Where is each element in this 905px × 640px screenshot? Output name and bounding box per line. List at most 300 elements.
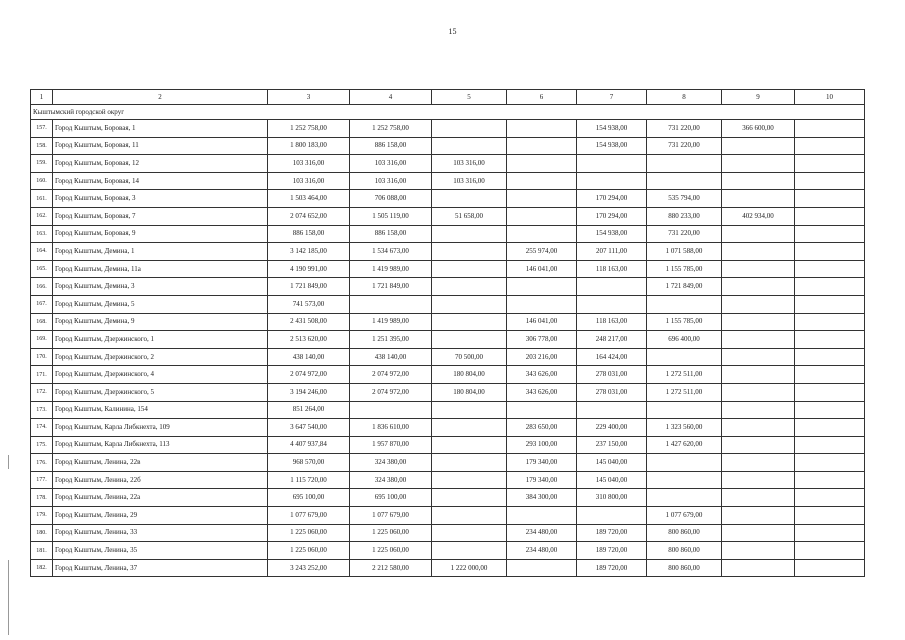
row-number-cell: 176. xyxy=(31,454,53,472)
amount-cell xyxy=(795,471,865,489)
row-number-cell: 180. xyxy=(31,524,53,542)
amount-cell: 103 316,00 xyxy=(432,155,507,173)
amount-cell: 3 194 246,00 xyxy=(268,383,350,401)
address-cell: Город Кыштым, Ленина, 22а xyxy=(53,489,268,507)
column-header: 8 xyxy=(647,90,722,105)
amount-cell xyxy=(577,278,647,296)
amount-cell: 203 216,00 xyxy=(507,348,577,366)
amount-cell: 1 251 395,00 xyxy=(350,331,432,349)
amount-cell: 51 658,00 xyxy=(432,207,507,225)
amount-cell xyxy=(795,489,865,507)
amount-cell: 1 721 849,00 xyxy=(647,278,722,296)
amount-cell xyxy=(577,295,647,313)
amount-cell: 164 424,00 xyxy=(577,348,647,366)
amount-cell: 695 100,00 xyxy=(268,489,350,507)
amount-cell xyxy=(795,454,865,472)
amount-cell: 170 294,00 xyxy=(577,207,647,225)
address-cell: Город Кыштым, Боровая, 11 xyxy=(53,137,268,155)
row-number-cell: 164. xyxy=(31,243,53,261)
address-cell: Город Кыштым, Карла Либкнехта, 109 xyxy=(53,419,268,437)
amount-cell: 179 340,00 xyxy=(507,471,577,489)
amount-cell: 234 480,00 xyxy=(507,524,577,542)
amount-cell: 2 074 972,00 xyxy=(350,366,432,384)
amount-cell: 731 220,00 xyxy=(647,137,722,155)
amount-cell: 3 243 252,00 xyxy=(268,559,350,577)
amount-cell xyxy=(795,155,865,173)
row-number-cell: 165. xyxy=(31,260,53,278)
amount-cell xyxy=(722,436,795,454)
amount-cell: 154 938,00 xyxy=(577,225,647,243)
amount-cell: 402 934,00 xyxy=(722,207,795,225)
amount-cell xyxy=(507,278,577,296)
amount-cell xyxy=(795,331,865,349)
amount-cell: 1 534 673,00 xyxy=(350,243,432,261)
amount-cell: 1 155 785,00 xyxy=(647,260,722,278)
table-row xyxy=(31,190,865,208)
amount-cell xyxy=(647,172,722,190)
amount-cell xyxy=(432,295,507,313)
amount-cell xyxy=(722,295,795,313)
amount-cell: 189 720,00 xyxy=(577,559,647,577)
address-cell: Город Кыштым, Демина, 1 xyxy=(53,243,268,261)
amount-cell: 1 115 720,00 xyxy=(268,471,350,489)
table-row xyxy=(31,454,865,472)
amount-cell xyxy=(507,225,577,243)
address-cell: Город Кыштым, Боровая, 3 xyxy=(53,190,268,208)
address-cell: Город Кыштым, Ленина, 35 xyxy=(53,542,268,560)
amount-cell: 103 316,00 xyxy=(268,172,350,190)
address-cell: Город Кыштым, Боровая, 14 xyxy=(53,172,268,190)
row-number-cell: 166. xyxy=(31,278,53,296)
amount-cell: 1 721 849,00 xyxy=(268,278,350,296)
amount-cell xyxy=(795,383,865,401)
row-number-cell: 181. xyxy=(31,542,53,560)
amount-cell xyxy=(432,313,507,331)
amount-cell: 229 400,00 xyxy=(577,419,647,437)
amount-cell: 1 836 610,00 xyxy=(350,419,432,437)
amount-cell: 154 938,00 xyxy=(577,137,647,155)
amount-cell xyxy=(647,348,722,366)
amount-cell: 800 860,00 xyxy=(647,559,722,577)
amount-cell xyxy=(722,507,795,525)
amount-cell: 1 225 060,00 xyxy=(350,542,432,560)
amount-cell xyxy=(432,489,507,507)
amount-cell xyxy=(795,366,865,384)
amount-cell: 851 264,00 xyxy=(268,401,350,419)
amount-cell: 1 155 785,00 xyxy=(647,313,722,331)
amount-cell: 1 222 000,00 xyxy=(432,559,507,577)
amount-cell: 1 323 560,00 xyxy=(647,419,722,437)
amount-cell xyxy=(722,225,795,243)
amount-cell xyxy=(795,190,865,208)
data-table xyxy=(30,89,865,577)
amount-cell: 103 316,00 xyxy=(268,155,350,173)
page-number: 15 xyxy=(448,27,457,36)
amount-cell xyxy=(795,419,865,437)
scan-edge-mark xyxy=(8,455,9,469)
row-number-cell: 167. xyxy=(31,295,53,313)
amount-cell: 343 626,00 xyxy=(507,383,577,401)
amount-cell xyxy=(507,295,577,313)
row-number-cell: 157. xyxy=(31,120,53,138)
amount-cell xyxy=(722,243,795,261)
amount-cell: 886 158,00 xyxy=(350,225,432,243)
amount-cell xyxy=(795,225,865,243)
table-row xyxy=(31,331,865,349)
amount-cell: 1 800 183,00 xyxy=(268,137,350,155)
amount-cell xyxy=(577,155,647,173)
amount-cell xyxy=(432,524,507,542)
address-cell: Город Кыштым, Дзержинского, 2 xyxy=(53,348,268,366)
amount-cell xyxy=(722,348,795,366)
amount-cell xyxy=(432,190,507,208)
amount-cell xyxy=(722,524,795,542)
amount-cell xyxy=(577,172,647,190)
amount-cell xyxy=(507,401,577,419)
amount-cell: 283 650,00 xyxy=(507,419,577,437)
table-row xyxy=(31,155,865,173)
amount-cell: 1 252 758,00 xyxy=(268,120,350,138)
amount-cell: 1 505 119,00 xyxy=(350,207,432,225)
amount-cell xyxy=(722,401,795,419)
amount-cell xyxy=(432,260,507,278)
amount-cell xyxy=(795,348,865,366)
amount-cell: 2 212 580,00 xyxy=(350,559,432,577)
address-cell: Город Кыштым, Боровая, 12 xyxy=(53,155,268,173)
amount-cell xyxy=(722,190,795,208)
amount-cell: 1 071 588,00 xyxy=(647,243,722,261)
amount-cell: 4 407 937,84 xyxy=(268,436,350,454)
table-row xyxy=(31,401,865,419)
amount-cell: 384 300,00 xyxy=(507,489,577,507)
table-row xyxy=(31,243,865,261)
amount-cell xyxy=(795,295,865,313)
amount-cell xyxy=(647,295,722,313)
amount-cell: 278 031,00 xyxy=(577,383,647,401)
column-header: 7 xyxy=(577,90,647,105)
amount-cell: 731 220,00 xyxy=(647,225,722,243)
amount-cell xyxy=(795,507,865,525)
amount-cell xyxy=(722,155,795,173)
amount-cell: 1 225 060,00 xyxy=(268,542,350,560)
amount-cell: 146 041,00 xyxy=(507,313,577,331)
amount-cell xyxy=(722,278,795,296)
amount-cell xyxy=(432,401,507,419)
amount-cell xyxy=(432,278,507,296)
amount-cell xyxy=(722,366,795,384)
amount-cell: 2 513 620,00 xyxy=(268,331,350,349)
amount-cell xyxy=(722,260,795,278)
amount-cell xyxy=(722,559,795,577)
amount-cell: 293 100,00 xyxy=(507,436,577,454)
amount-cell: 696 400,00 xyxy=(647,331,722,349)
amount-cell xyxy=(432,120,507,138)
address-cell: Город Кыштым, Боровая, 9 xyxy=(53,225,268,243)
amount-cell: 1 252 758,00 xyxy=(350,120,432,138)
table-row xyxy=(31,313,865,331)
amount-cell: 1 957 870,00 xyxy=(350,436,432,454)
amount-cell: 1 077 679,00 xyxy=(350,507,432,525)
amount-cell xyxy=(647,471,722,489)
table-row xyxy=(31,383,865,401)
amount-cell: 248 217,00 xyxy=(577,331,647,349)
table-row xyxy=(31,278,865,296)
amount-cell: 886 158,00 xyxy=(350,137,432,155)
amount-cell xyxy=(795,313,865,331)
row-number-cell: 175. xyxy=(31,436,53,454)
amount-cell xyxy=(795,401,865,419)
amount-cell: 800 860,00 xyxy=(647,542,722,560)
amount-cell xyxy=(350,401,432,419)
address-cell: Город Кыштым, Дзержинского, 4 xyxy=(53,366,268,384)
table-row xyxy=(31,348,865,366)
amount-cell xyxy=(722,172,795,190)
address-cell: Город Кыштым, Боровая, 1 xyxy=(53,120,268,138)
row-number-cell: 161. xyxy=(31,190,53,208)
amount-cell xyxy=(507,507,577,525)
amount-cell xyxy=(795,260,865,278)
amount-cell xyxy=(432,471,507,489)
address-cell: Город Кыштым, Карла Либкнехта, 113 xyxy=(53,436,268,454)
amount-cell: 189 720,00 xyxy=(577,542,647,560)
amount-cell xyxy=(722,454,795,472)
column-number-row xyxy=(31,90,865,105)
column-header: 9 xyxy=(722,90,795,105)
amount-cell: 1 419 989,00 xyxy=(350,260,432,278)
column-header: 5 xyxy=(432,90,507,105)
row-number-cell: 160. xyxy=(31,172,53,190)
row-number-cell: 163. xyxy=(31,225,53,243)
row-number-cell: 159. xyxy=(31,155,53,173)
amount-cell xyxy=(432,331,507,349)
amount-cell: 2 074 652,00 xyxy=(268,207,350,225)
table-row xyxy=(31,172,865,190)
amount-cell xyxy=(432,542,507,560)
column-header: 2 xyxy=(53,90,268,105)
amount-cell: 880 233,00 xyxy=(647,207,722,225)
amount-cell xyxy=(722,331,795,349)
amount-cell xyxy=(507,190,577,208)
column-header: 1 xyxy=(31,90,53,105)
amount-cell xyxy=(432,507,507,525)
amount-cell: 180 804,00 xyxy=(432,366,507,384)
address-cell: Город Кыштым, Демина, 3 xyxy=(53,278,268,296)
table-row xyxy=(31,260,865,278)
amount-cell: 70 500,00 xyxy=(432,348,507,366)
amount-cell: 886 158,00 xyxy=(268,225,350,243)
amount-cell: 1 272 511,00 xyxy=(647,383,722,401)
amount-cell: 438 140,00 xyxy=(350,348,432,366)
amount-cell xyxy=(795,172,865,190)
amount-cell: 968 570,00 xyxy=(268,454,350,472)
amount-cell xyxy=(432,419,507,437)
amount-cell xyxy=(350,295,432,313)
amount-cell: 103 316,00 xyxy=(350,155,432,173)
address-cell: Город Кыштым, Боровая, 7 xyxy=(53,207,268,225)
column-header: 10 xyxy=(795,90,865,105)
table-row xyxy=(31,507,865,525)
amount-cell xyxy=(795,243,865,261)
amount-cell xyxy=(577,401,647,419)
address-cell: Город Кыштым, Ленина, 22в xyxy=(53,454,268,472)
amount-cell: 695 100,00 xyxy=(350,489,432,507)
amount-cell: 103 316,00 xyxy=(350,172,432,190)
amount-cell: 145 040,00 xyxy=(577,471,647,489)
amount-cell xyxy=(722,542,795,560)
amount-cell xyxy=(647,155,722,173)
amount-cell xyxy=(432,225,507,243)
amount-cell: 1 272 511,00 xyxy=(647,366,722,384)
amount-cell: 189 720,00 xyxy=(577,524,647,542)
row-number-cell: 170. xyxy=(31,348,53,366)
amount-cell: 170 294,00 xyxy=(577,190,647,208)
amount-cell xyxy=(795,542,865,560)
amount-cell: 118 163,00 xyxy=(577,313,647,331)
column-header: 4 xyxy=(350,90,432,105)
amount-cell: 1 503 464,00 xyxy=(268,190,350,208)
row-number-cell: 172. xyxy=(31,383,53,401)
amount-cell: 145 040,00 xyxy=(577,454,647,472)
amount-cell xyxy=(795,207,865,225)
amount-cell xyxy=(722,313,795,331)
amount-cell xyxy=(647,489,722,507)
row-number-cell: 182. xyxy=(31,559,53,577)
amount-cell xyxy=(507,172,577,190)
amount-cell: 146 041,00 xyxy=(507,260,577,278)
row-number-cell: 178. xyxy=(31,489,53,507)
amount-cell xyxy=(722,419,795,437)
table-row xyxy=(31,559,865,577)
scan-edge-mark xyxy=(8,560,9,635)
amount-cell: 438 140,00 xyxy=(268,348,350,366)
table-row xyxy=(31,542,865,560)
amount-cell: 1 427 620,00 xyxy=(647,436,722,454)
amount-cell xyxy=(507,207,577,225)
row-number-cell: 158. xyxy=(31,137,53,155)
address-cell: Город Кыштым, Дзержинского, 5 xyxy=(53,383,268,401)
amount-cell xyxy=(577,507,647,525)
amount-cell: 800 860,00 xyxy=(647,524,722,542)
amount-cell xyxy=(722,489,795,507)
amount-cell: 255 974,00 xyxy=(507,243,577,261)
amount-cell: 1 721 849,00 xyxy=(350,278,432,296)
row-number-cell: 169. xyxy=(31,331,53,349)
amount-cell: 278 031,00 xyxy=(577,366,647,384)
amount-cell xyxy=(647,454,722,472)
table-row xyxy=(31,225,865,243)
table-row xyxy=(31,436,865,454)
amount-cell xyxy=(795,524,865,542)
amount-cell: 706 088,00 xyxy=(350,190,432,208)
amount-cell xyxy=(507,137,577,155)
amount-cell xyxy=(507,120,577,138)
amount-cell xyxy=(647,401,722,419)
amount-cell: 103 316,00 xyxy=(432,172,507,190)
row-number-cell: 179. xyxy=(31,507,53,525)
amount-cell: 237 150,00 xyxy=(577,436,647,454)
address-cell: Город Кыштым, Ленина, 22б xyxy=(53,471,268,489)
table-row xyxy=(31,524,865,542)
address-cell: Город Кыштым, Ленина, 37 xyxy=(53,559,268,577)
amount-cell: 324 380,00 xyxy=(350,471,432,489)
amount-cell: 179 340,00 xyxy=(507,454,577,472)
address-cell: Город Кыштым, Дзержинского, 1 xyxy=(53,331,268,349)
table-row xyxy=(31,366,865,384)
amount-cell: 3 647 540,00 xyxy=(268,419,350,437)
address-cell: Город Кыштым, Ленина, 29 xyxy=(53,507,268,525)
amount-cell xyxy=(795,137,865,155)
amount-cell xyxy=(432,436,507,454)
amount-cell: 2 074 972,00 xyxy=(268,366,350,384)
row-number-cell: 168. xyxy=(31,313,53,331)
table-row xyxy=(31,471,865,489)
table-row xyxy=(31,137,865,155)
amount-cell xyxy=(795,120,865,138)
amount-cell xyxy=(795,436,865,454)
table-row xyxy=(31,207,865,225)
amount-cell: 207 111,00 xyxy=(577,243,647,261)
amount-cell: 324 380,00 xyxy=(350,454,432,472)
amount-cell: 234 480,00 xyxy=(507,542,577,560)
amount-cell xyxy=(795,559,865,577)
amount-cell xyxy=(795,278,865,296)
amount-cell: 2 431 508,00 xyxy=(268,313,350,331)
amount-cell: 310 800,00 xyxy=(577,489,647,507)
amount-cell: 741 573,00 xyxy=(268,295,350,313)
amount-cell: 1 225 060,00 xyxy=(350,524,432,542)
group-title: Кыштымский городской округ xyxy=(31,105,865,120)
address-cell: Город Кыштым, Демина, 9 xyxy=(53,313,268,331)
amount-cell: 118 163,00 xyxy=(577,260,647,278)
amount-cell: 2 074 972,00 xyxy=(350,383,432,401)
row-number-cell: 177. xyxy=(31,471,53,489)
amount-cell: 366 600,00 xyxy=(722,120,795,138)
amount-cell: 1 225 060,00 xyxy=(268,524,350,542)
table-row xyxy=(31,295,865,313)
table-row xyxy=(31,120,865,138)
row-number-cell: 162. xyxy=(31,207,53,225)
amount-cell xyxy=(507,559,577,577)
address-cell: Город Кыштым, Демина, 5 xyxy=(53,295,268,313)
column-header: 3 xyxy=(268,90,350,105)
group-title-row xyxy=(31,105,865,120)
amount-cell: 306 778,00 xyxy=(507,331,577,349)
address-cell: Город Кыштым, Ленина, 33 xyxy=(53,524,268,542)
amount-cell: 154 938,00 xyxy=(577,120,647,138)
table-row xyxy=(31,489,865,507)
amount-cell: 1 077 679,00 xyxy=(268,507,350,525)
amount-cell: 535 794,00 xyxy=(647,190,722,208)
amount-cell: 343 626,00 xyxy=(507,366,577,384)
amount-cell xyxy=(722,383,795,401)
amount-cell xyxy=(507,155,577,173)
amount-cell: 4 190 991,00 xyxy=(268,260,350,278)
amount-cell: 3 142 185,00 xyxy=(268,243,350,261)
address-cell: Город Кыштым, Калинина, 154 xyxy=(53,401,268,419)
amount-cell: 1 077 679,00 xyxy=(647,507,722,525)
amount-cell xyxy=(722,471,795,489)
amount-cell: 180 804,00 xyxy=(432,383,507,401)
row-number-cell: 171. xyxy=(31,366,53,384)
amount-cell xyxy=(432,137,507,155)
table-row xyxy=(31,419,865,437)
row-number-cell: 174. xyxy=(31,419,53,437)
address-cell: Город Кыштым, Демина, 11а xyxy=(53,260,268,278)
row-number-cell: 173. xyxy=(31,401,53,419)
amount-cell xyxy=(432,243,507,261)
amount-cell xyxy=(432,454,507,472)
amount-cell: 1 419 989,00 xyxy=(350,313,432,331)
